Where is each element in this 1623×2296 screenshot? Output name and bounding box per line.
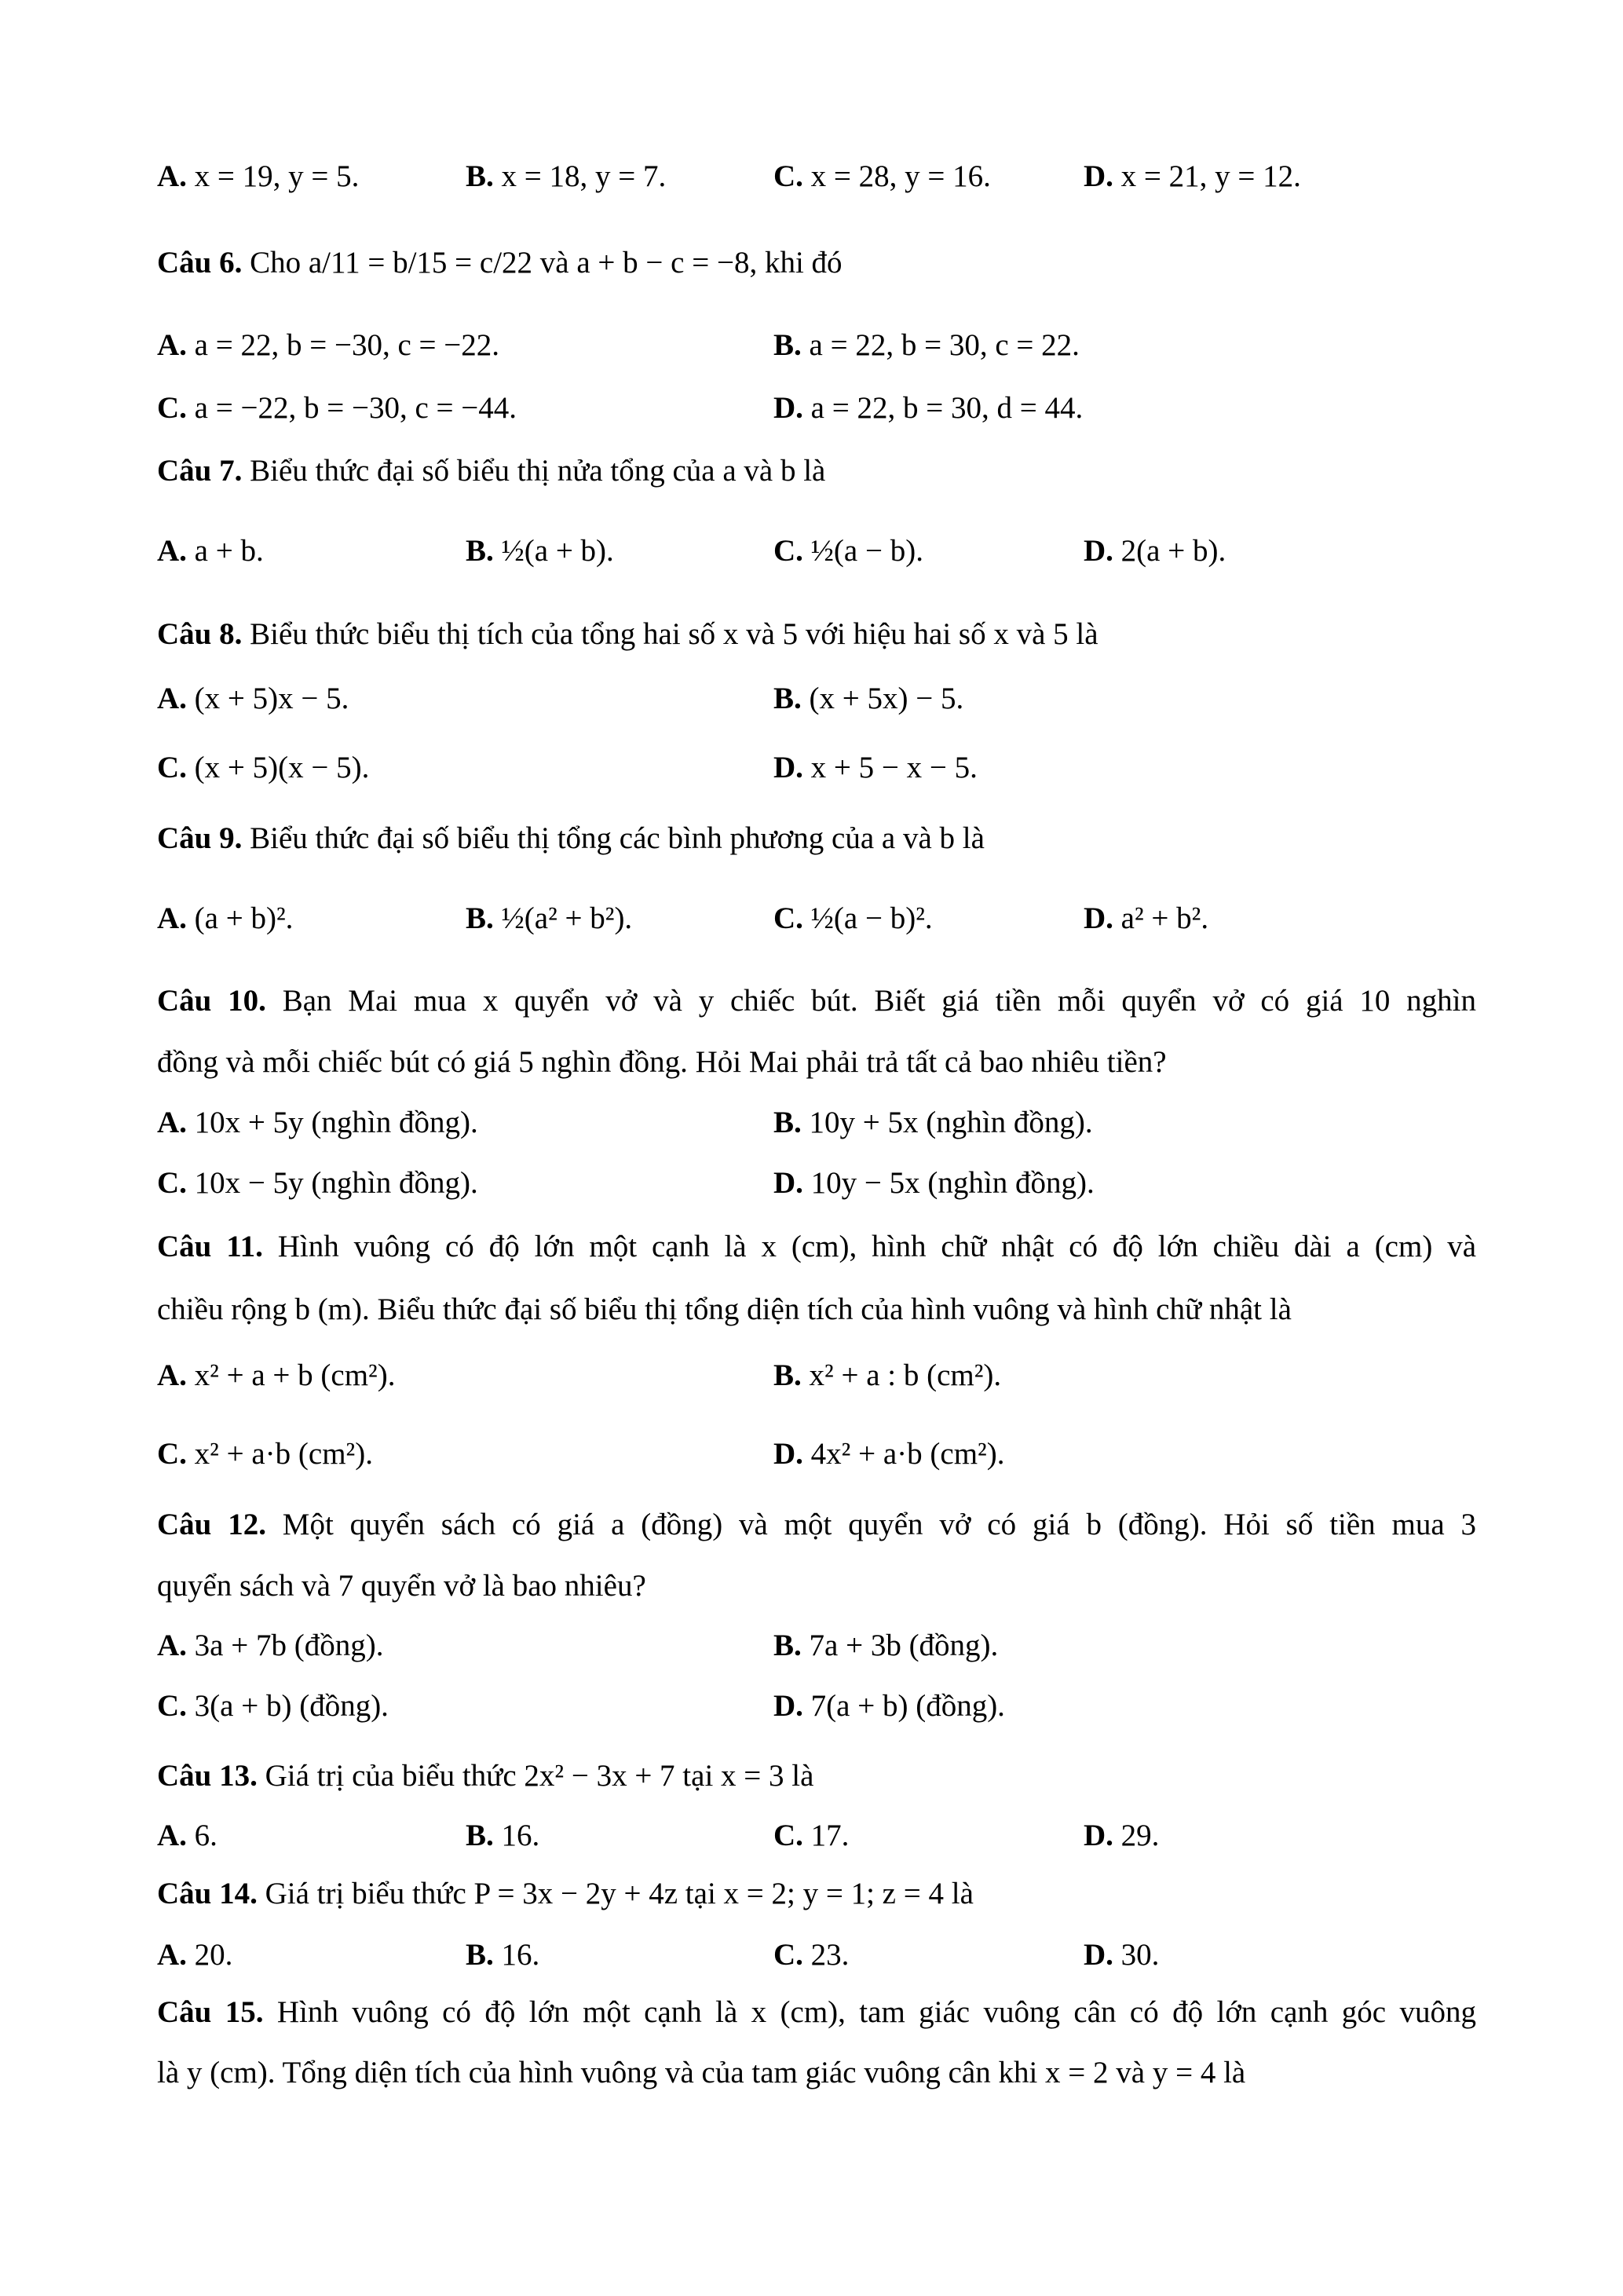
question-9-stem: Câu 9. Biểu thức đại số biểu thị tổng các bình phương của a và b là <box>157 821 985 855</box>
option-d: D. x + 5 − x − 5. <box>773 751 978 784</box>
option-a: A. x = 19, y = 5. <box>157 159 360 193</box>
option-a: A. 20. <box>157 1938 233 1972</box>
option-b: B. ½(a² + b²). <box>466 901 633 935</box>
question-10-stem-line-1: Câu 10. Bạn Mai mua x quyển vở và y chiếc bút. Biết giá tiền mỗi quyển vở có giá 10 nghìn <box>157 984 1477 1018</box>
option-b: B. (x + 5x) − 5. <box>773 682 964 715</box>
option-d: D. 10y − 5x (nghìn đồng). <box>773 1166 1095 1200</box>
option-a: A. (x + 5)x − 5. <box>157 682 349 715</box>
option-b: B. 16. <box>466 1819 540 1852</box>
option-a: A. x² + a + b (cm²). <box>157 1358 396 1392</box>
option-a: A. 10x + 5y (nghìn đồng). <box>157 1106 478 1139</box>
option-b: B. x² + a : b (cm²). <box>773 1358 1002 1392</box>
question-11-stem-line-1: Câu 11. Hình vuông có độ lớn một cạnh là x (cm), hình chữ nhật có độ lớn chiều dài a (cm) và <box>157 1230 1477 1263</box>
question-12-stem-line-1: Câu 12. Một quyển sách có giá a (đồng) và một quyển vở có giá b (đồng). Hỏi số tiền mua 3 <box>157 1508 1477 1541</box>
option-d: D. 4x² + a·b (cm²). <box>773 1437 1005 1471</box>
option-c: C. 3(a + b) (đồng). <box>157 1689 389 1723</box>
option-a: A. 6. <box>157 1819 217 1852</box>
option-c: C. (x + 5)(x − 5). <box>157 751 370 784</box>
question-10-options-row-2 <box>157 1168 1476 1207</box>
option-a: A. a + b. <box>157 534 264 568</box>
question-9-options <box>157 903 1476 942</box>
option-b: B. 16. <box>466 1938 540 1972</box>
question-10-stem-line-2: đồng và mỗi chiếc bút có giá 5 nghìn đồng. Hỏi Mai phải trả tất cả bao nhiêu tiền? <box>157 1045 1167 1079</box>
option-c: C. x² + a·b (cm²). <box>157 1437 373 1471</box>
question-8-stem: Câu 8. Biểu thức biểu thị tích của tổng hai số x và 5 với hiệu hai số x và 5 là <box>157 617 1098 651</box>
option-c: C. 23. <box>773 1938 850 1972</box>
question-15-stem-line-2: là y (cm). Tổng diện tích của hình vuông và của tam giác vuông cân khi x = 2 và y = 4 là <box>157 2056 1246 2089</box>
option-b: B. 10y + 5x (nghìn đồng). <box>773 1106 1093 1139</box>
option-d: D. a² + b². <box>1084 901 1209 935</box>
option-b: B. 7a + 3b (đồng). <box>773 1629 999 1662</box>
question-11-options-row-1 <box>157 1360 1476 1399</box>
question-6-options-row-2 <box>157 393 1476 432</box>
option-b: B. x = 18, y = 7. <box>466 159 667 193</box>
question-8-options-row-2 <box>157 752 1476 792</box>
question-14-options <box>157 1940 1476 1979</box>
question-13-options <box>157 1820 1476 1859</box>
question-12-options-row-1 <box>157 1630 1476 1669</box>
question-15-stem-line-1: Câu 15. Hình vuông có độ lớn một cạnh là x (cm), tam giác vuông cân có độ lớn cạnh góc vuông <box>157 1995 1477 2029</box>
option-d: D. 30. <box>1084 1938 1160 1972</box>
option-d: D. 29. <box>1084 1819 1160 1852</box>
option-c: C. ½(a − b). <box>773 534 923 568</box>
option-d: D. 7(a + b) (đồng). <box>773 1689 1005 1723</box>
question-13-stem: Câu 13. Giá trị của biểu thức 2x² − 3x + 7 tại x = 3 là <box>157 1759 814 1793</box>
option-a: A. (a + b)². <box>157 901 294 935</box>
option-c: C. 10x − 5y (nghìn đồng). <box>157 1166 478 1200</box>
question-7-options <box>157 536 1476 575</box>
option-b: B. ½(a + b). <box>466 534 614 568</box>
question-12-options-row-2 <box>157 1691 1476 1730</box>
option-c: C. x = 28, y = 16. <box>773 159 991 193</box>
option-d: D. 2(a + b). <box>1084 534 1226 568</box>
option-a: A. a = 22, b = −30, c = −22. <box>157 328 500 362</box>
option-c: C. 17. <box>773 1819 850 1852</box>
question-6-stem: Câu 6. Cho a/11 = b/15 = c/22 và a + b − c = −8, khi đó <box>157 246 843 280</box>
option-d: D. x = 21, y = 12. <box>1084 159 1301 193</box>
question-14-stem: Câu 14. Giá trị biểu thức P = 3x − 2y + 4z tại x = 2; y = 1; z = 4 là <box>157 1877 974 1910</box>
option-a: A. 3a + 7b (đồng). <box>157 1629 384 1662</box>
question-10-options-row-1 <box>157 1107 1476 1146</box>
question-11-stem-line-2: chiều rộng b (m). Biểu thức đại số biểu thị tổng diện tích của hình vuông và hình chữ nhật là <box>157 1292 1292 1326</box>
question-12-stem-line-2: quyển sách và 7 quyển vở là bao nhiêu? <box>157 1569 646 1603</box>
question-8-options-row-1 <box>157 683 1476 722</box>
option-c: C. ½(a − b)². <box>773 901 933 935</box>
option-d: D. a = 22, b = 30, d = 44. <box>773 391 1084 425</box>
question-6-options-row-1 <box>157 330 1476 369</box>
option-c: C. a = −22, b = −30, c = −44. <box>157 391 517 425</box>
option-b: B. a = 22, b = 30, c = 22. <box>773 328 1080 362</box>
question-7-stem: Câu 7. Biểu thức đại số biểu thị nửa tổng của a và b là <box>157 454 826 488</box>
prev-question-options <box>157 161 1476 200</box>
question-11-options-row-2 <box>157 1439 1476 1478</box>
